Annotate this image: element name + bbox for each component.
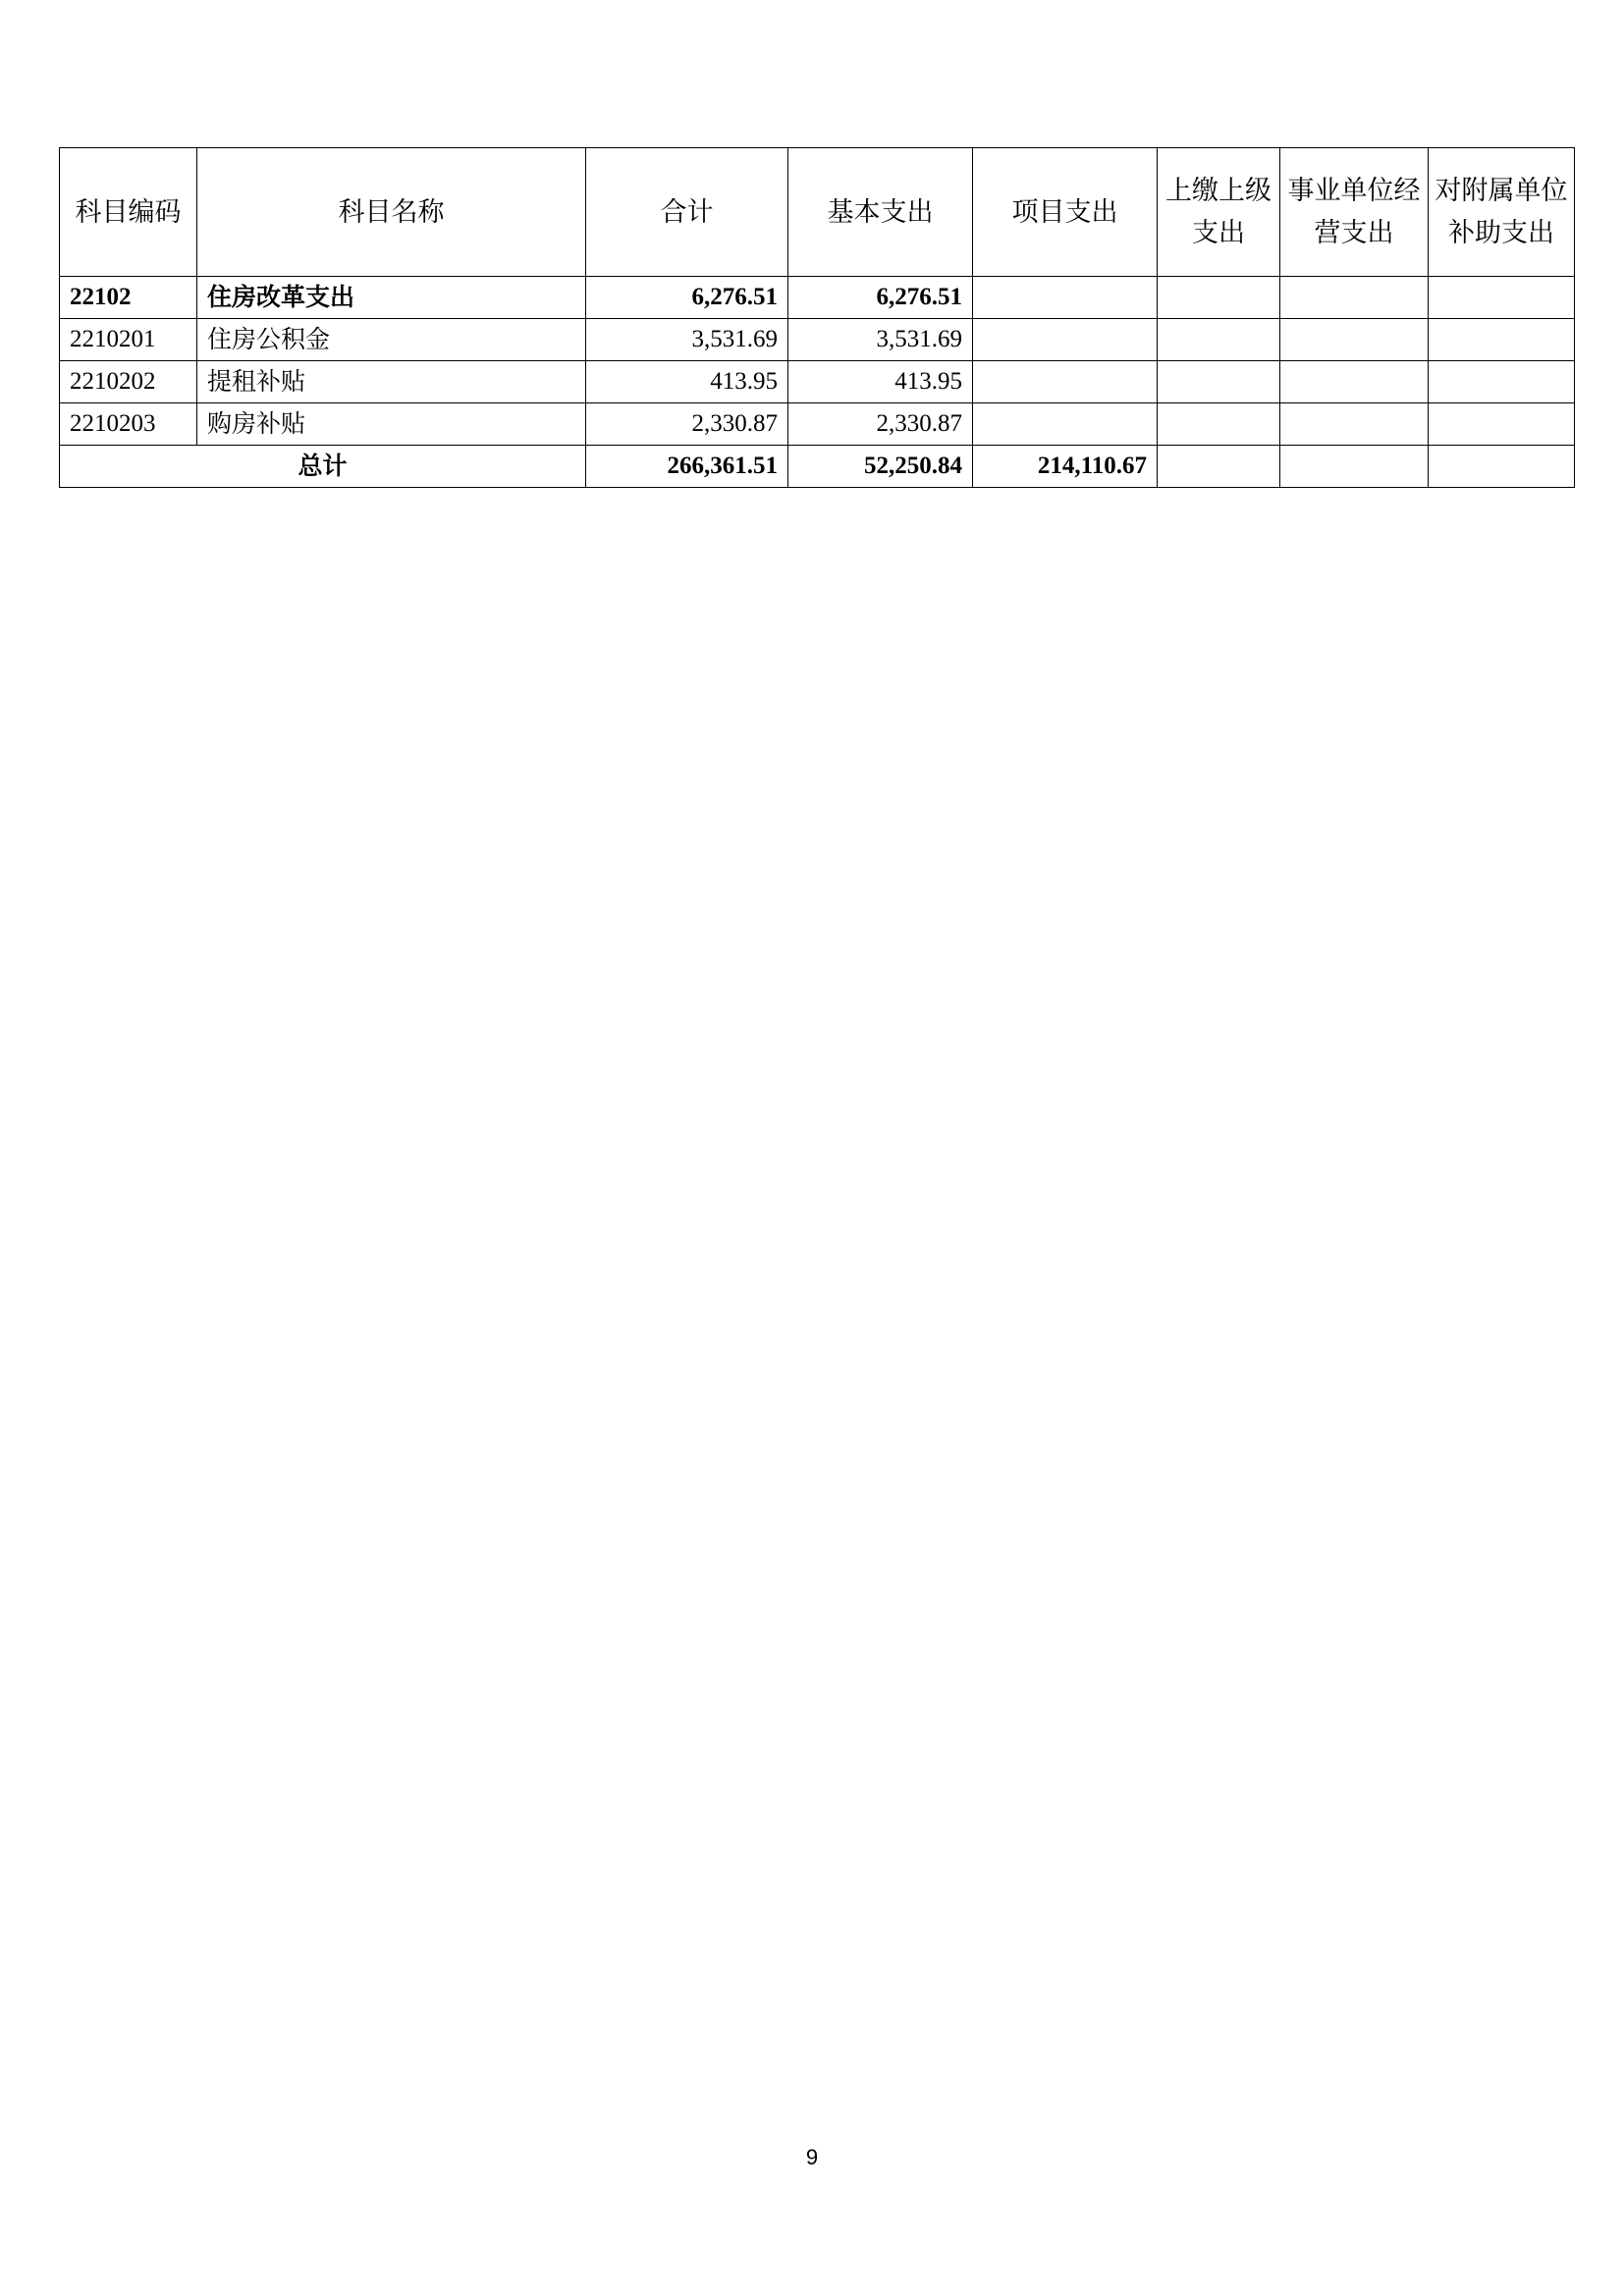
table-body [60, 277, 1575, 488]
cell-business [1280, 319, 1429, 361]
cell-total: 3,531.69 [586, 319, 788, 361]
cell-name: 购房补贴 [197, 403, 586, 446]
header-business: 事业单位经营支出 [1280, 148, 1429, 277]
cell-project [973, 319, 1158, 361]
header-code: 科目编码 [60, 148, 197, 277]
table-row [60, 361, 1575, 403]
cell-basic: 413.95 [788, 361, 973, 403]
cell-basic: 6,276.51 [788, 277, 973, 319]
total-subsidiary [1429, 446, 1575, 488]
cell-code: 22102 [60, 277, 197, 319]
cell-business [1280, 361, 1429, 403]
page-number: 9 [805, 2145, 819, 2169]
cell-name: 住房公积金 [197, 319, 586, 361]
cell-project [973, 361, 1158, 403]
cell-total: 6,276.51 [586, 277, 788, 319]
total-label: 总计 [60, 446, 586, 488]
cell-subsidiary [1429, 403, 1575, 446]
table-header [60, 148, 1575, 277]
total-upper [1158, 446, 1280, 488]
header-row [60, 148, 1575, 277]
expenditure-table [59, 147, 1575, 488]
cell-name: 住房改革支出 [197, 277, 586, 319]
cell-upper [1158, 361, 1280, 403]
header-upper: 上缴上级支出 [1158, 148, 1280, 277]
total-basic: 52,250.84 [788, 446, 973, 488]
cell-code: 2210201 [60, 319, 197, 361]
header-project: 项目支出 [973, 148, 1158, 277]
header-name: 科目名称 [197, 148, 586, 277]
total-project: 214,110.67 [973, 446, 1158, 488]
table-row [60, 277, 1575, 319]
header-subsidiary: 对附属单位补助支出 [1429, 148, 1575, 277]
cell-upper [1158, 319, 1280, 361]
cell-project [973, 403, 1158, 446]
header-basic: 基本支出 [788, 148, 973, 277]
cell-total: 413.95 [586, 361, 788, 403]
cell-name: 提租补贴 [197, 361, 586, 403]
total-row [60, 446, 1575, 488]
header-total: 合计 [586, 148, 788, 277]
cell-subsidiary [1429, 277, 1575, 319]
cell-total: 2,330.87 [586, 403, 788, 446]
cell-basic: 3,531.69 [788, 319, 973, 361]
table-row [60, 319, 1575, 361]
cell-code: 2210203 [60, 403, 197, 446]
cell-code: 2210202 [60, 361, 197, 403]
total-sum: 266,361.51 [586, 446, 788, 488]
cell-subsidiary [1429, 319, 1575, 361]
cell-basic: 2,330.87 [788, 403, 973, 446]
cell-subsidiary [1429, 361, 1575, 403]
cell-upper [1158, 277, 1280, 319]
cell-business [1280, 403, 1429, 446]
cell-project [973, 277, 1158, 319]
cell-business [1280, 277, 1429, 319]
cell-upper [1158, 403, 1280, 446]
table-row [60, 403, 1575, 446]
total-business [1280, 446, 1429, 488]
